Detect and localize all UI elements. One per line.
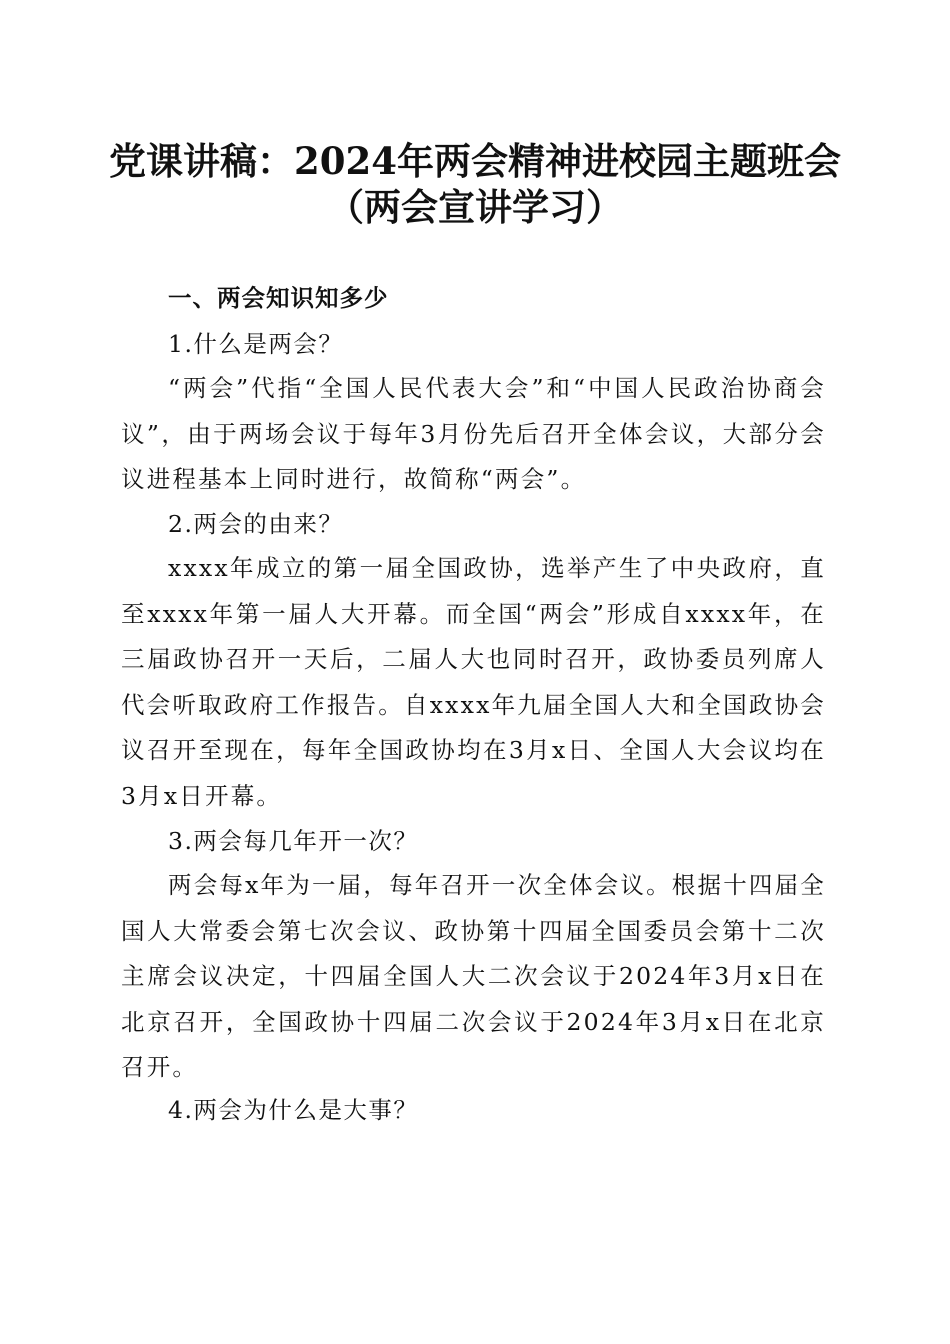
paragraph-2: xxxx年成立的第一届全国政协，选举产生了中央政府，直至xxxx年第一届人大开幕。而全国“两会”形成自xxxx年，在三届政协召开一天后，二届人大也同时召开，政协委员列席人代会听取政府工作报告。自xxxx年九届全国人大和全国政协会议召开至现在，每年全国政协均在3月x日、全国人大会议均在3月x日开幕。 xyxy=(121,554,826,810)
document-title-line2: （两会宣讲学习） xyxy=(327,185,623,229)
section-heading-1: 一、两会知识知多少 xyxy=(168,284,389,312)
document-title-line1: 党课讲稿：2024年两会精神进校园主题班会 xyxy=(109,139,841,183)
question-4: 4.两会为什么是大事？ xyxy=(168,1096,419,1124)
question-3: 3.两会每几年开一次？ xyxy=(168,827,419,855)
question-2: 2.两会的由来？ xyxy=(168,510,344,538)
paragraph-3: 两会每x年为一届，每年召开一次全体会议。根据十四届全国人大常委会第七次会议、政协第十四届全国委员会第十二次主席会议决定，十四届全国人大二次会议于2024年3月x日在北京召开，全国政协十四届二次会议于2024年3月x日在北京召开。 xyxy=(121,871,826,1081)
paragraph-1: “两会”代指“全国人民代表大会”和“中国人民政治协商会议”，由于两场会议于每年3月份先后召开全体会议，大部分会议进程基本上同时进行，故简称“两会”。 xyxy=(121,374,826,493)
question-1: 1.什么是两会？ xyxy=(168,330,344,358)
